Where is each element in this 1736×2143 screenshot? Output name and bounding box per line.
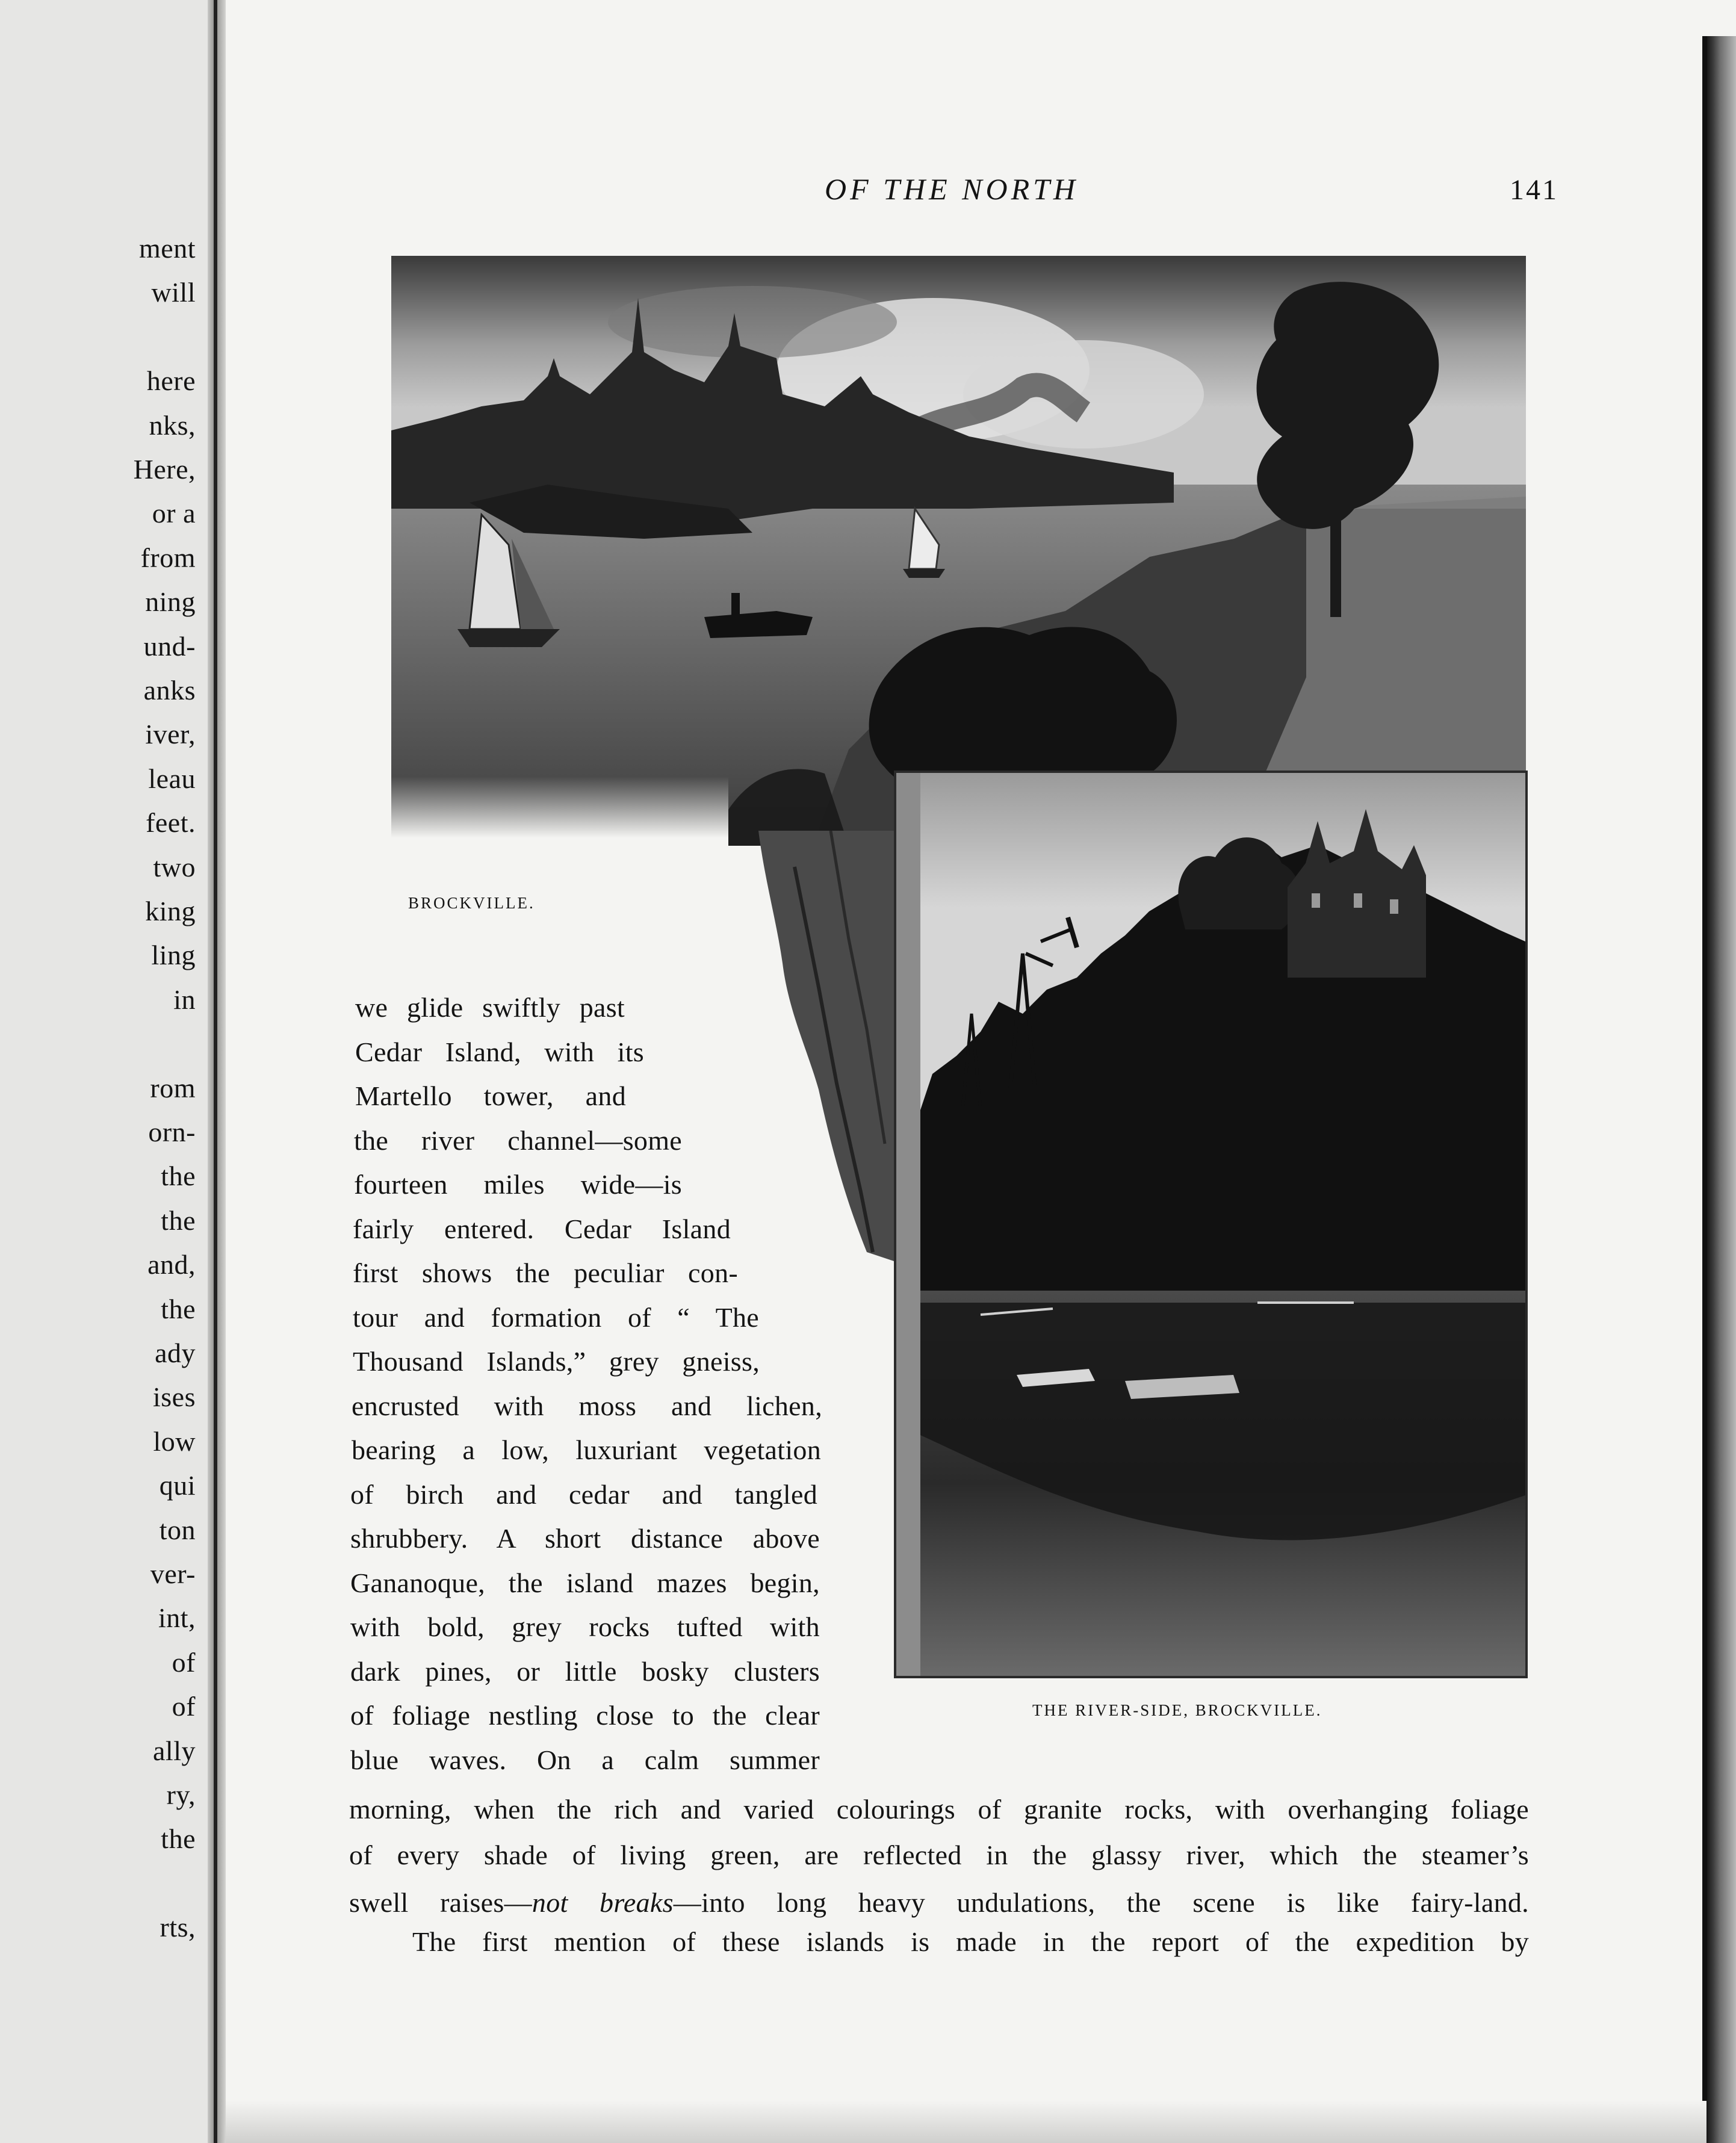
- body-line: encrusted with moss and lichen,: [352, 1390, 822, 1421]
- body-line: shrubbery. A short distance above: [350, 1523, 820, 1554]
- left-page-fragment: leau: [148, 763, 196, 794]
- left-page-fragment: int,: [158, 1602, 196, 1634]
- left-page-fragment: or a: [152, 498, 196, 529]
- body-line: blue waves. On a calm summer: [350, 1744, 820, 1775]
- left-page-fragment: two: [153, 851, 196, 882]
- left-page-fragment: feet.: [146, 807, 196, 839]
- gutter-line: [214, 0, 217, 2143]
- left-page-fragment: king: [145, 896, 196, 926]
- body-line: tour and formation of “ The: [353, 1301, 759, 1333]
- body-line: Martello tower, and: [355, 1081, 626, 1111]
- left-page-fragment: the: [161, 1161, 196, 1192]
- left-page-fragment: here: [146, 365, 196, 397]
- left-page-fragment: orn-: [148, 1117, 196, 1147]
- left-page-fragment: low: [153, 1425, 196, 1457]
- emph-before: swell raises—: [349, 1887, 532, 1918]
- left-page-fragment: the: [161, 1823, 196, 1855]
- left-page-fragment: rts,: [160, 1912, 196, 1943]
- body-line-full: of every shade of living green, are reflected in the glassy river, which the steamer’s: [349, 1840, 1529, 1870]
- body-line: dark pines, or little bosky clusters: [350, 1655, 820, 1687]
- body-line: the river channel—some: [354, 1124, 682, 1156]
- left-page-fragment: nks,: [149, 409, 196, 441]
- body-line: Cedar Island, with its: [355, 1036, 644, 1067]
- left-page-fragment: iver,: [145, 719, 196, 750]
- left-page-fragment: of: [172, 1691, 196, 1722]
- left-page-fragment: qui: [159, 1470, 196, 1501]
- left-page-fragment: ver-: [150, 1558, 196, 1589]
- page-number: 141: [1510, 174, 1558, 206]
- left-page-edge: [0, 0, 208, 2143]
- left-page-fragment: ling: [151, 940, 196, 971]
- left-page-fragment: will: [151, 277, 196, 308]
- left-page-fragment: ises: [153, 1382, 196, 1413]
- body-line: with bold, grey rocks tufted with: [350, 1611, 820, 1642]
- left-page-fragment: of: [172, 1646, 196, 1678]
- brockville-illustration: [391, 256, 1526, 846]
- running-head: OF THE NORTH: [825, 172, 1079, 206]
- left-page-fragment: anks: [143, 675, 196, 706]
- body-line: fourteen miles wide—is: [354, 1169, 682, 1200]
- body-line: bearing a low, luxuriant vegetation: [352, 1434, 821, 1465]
- left-page-fragment: the: [161, 1293, 196, 1324]
- right-page-edge: [1707, 36, 1736, 2143]
- body-line: first shows the peculiar con-: [353, 1258, 738, 1288]
- plate-vignette: [391, 777, 728, 879]
- body-line: we glide swiftly past: [355, 992, 625, 1023]
- riverside-caption: THE RIVER-SIDE, BROCKVILLE.: [1032, 1701, 1322, 1719]
- left-page-fragment: ment: [139, 233, 196, 264]
- left-page-fragment: ton: [159, 1514, 196, 1545]
- left-page-fragment: und-: [143, 630, 196, 662]
- brockville-caption: BROCKVILLE.: [408, 894, 535, 912]
- left-page-fragment: ady: [155, 1338, 196, 1368]
- emph-italic: not breaks: [532, 1887, 674, 1918]
- emph-after: —into long heavy undulations, the scene is like fairy-land.: [673, 1887, 1529, 1918]
- body-line-full: morning, when the rich and varied colourings of granite rocks, with overhanging foliage: [349, 1794, 1529, 1825]
- left-page-fragment: and,: [147, 1249, 196, 1280]
- left-page-fragment: ry,: [166, 1779, 196, 1810]
- body-line: Thousand Islands,” grey gneiss,: [353, 1346, 760, 1377]
- riverside-illustration: [894, 771, 1528, 1678]
- left-page-fragment: Here,: [133, 454, 196, 485]
- left-page-fragment: from: [140, 542, 196, 573]
- body-line-last: The first mention of these islands is made in the report of the expedition by: [412, 1926, 1529, 1957]
- body-line: of foliage nestling close to the clear: [350, 1700, 820, 1731]
- left-page-fragment: the: [161, 1205, 196, 1236]
- bottom-shadow: [226, 2101, 1707, 2143]
- left-page-fragment: ning: [145, 586, 196, 618]
- body-line-emphasis: [349, 1887, 1529, 1918]
- left-page-fragment: ally: [153, 1735, 196, 1766]
- body-line: Gananoque, the island mazes begin,: [350, 1567, 820, 1598]
- body-line: of birch and cedar and tangled: [350, 1478, 817, 1510]
- cliff-illustration: [746, 831, 903, 1264]
- left-page-fragment: rom: [150, 1072, 196, 1103]
- body-line: fairly entered. Cedar Island: [353, 1213, 731, 1244]
- left-page-fragment: in: [173, 984, 196, 1015]
